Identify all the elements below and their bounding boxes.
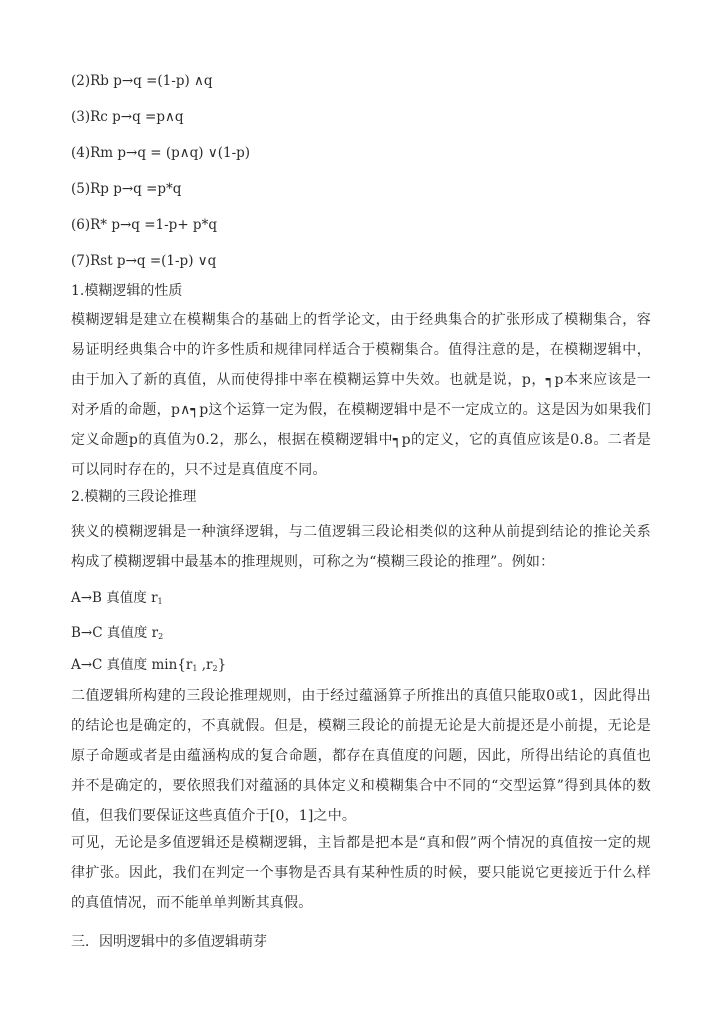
syllogism-line-bc-subscript: 2 bbox=[158, 632, 164, 641]
paragraph-conclusion: 可见，无论是多值逻辑还是模糊逻辑，主旨都是把本是“真和假”两个情况的真值按一定的规律扩张。因此，我们在判定一个事物是否具有某种性质的时候，要只能说它更接近于什么样的真值情况，而不能单单判断其真假。 bbox=[71, 835, 651, 911]
formula-rb: (2)Rb p→q =(1-p) ∧q bbox=[71, 73, 213, 89]
syllogism-line-bc bbox=[71, 624, 163, 646]
formula-rp: (5)Rp p→q =p*q bbox=[71, 181, 182, 197]
formula-rc: (3)Rc p→q =p∧q bbox=[71, 109, 184, 125]
syllogism-line-bc-text: B→C 真值度 r bbox=[71, 625, 159, 641]
section-heading-fuzzy-syllogism: 2.模糊的三段论推理 bbox=[71, 489, 197, 505]
paragraph-fuzzy-syllogism-intro: 狭义的模糊逻辑是一种演绎逻辑，与二值逻辑三段论相类似的这种从前提到结论的推论关系构成了模糊逻辑中最基本的推理规则，可称之为“模糊三段论的推理”。例如： bbox=[71, 524, 651, 570]
syllogism-line-ab-text: A→B 真值度 r bbox=[71, 590, 158, 606]
syllogism-line-ac-subscript-1: 1 bbox=[192, 664, 198, 673]
syllogism-line-ab bbox=[71, 589, 163, 611]
section-heading-hetuvidya: 三．因明逻辑中的多值逻辑萌芽 bbox=[71, 934, 267, 950]
syllogism-line-ac-separator: ,r bbox=[197, 657, 213, 673]
syllogism-line-ac bbox=[71, 656, 226, 678]
syllogism-line-ac-subscript-2: 2 bbox=[212, 664, 218, 673]
syllogism-line-ac-close: } bbox=[217, 657, 227, 673]
paragraph-fuzzy-logic-properties: 模糊逻辑是建立在模糊集合的基础上的哲学论文，由于经典集合的扩张形成了模糊集合，容易证明经典集合中的许多性质和规律同样适合于模糊集合。值得注意的是，在模糊逻辑中，由于加入了新的真值，从而使得排中率在模糊运算中失效。也就是说，p，┑p本来应该是一对矛盾的命题，p∧┑p这个运算一定为假，在模糊逻辑中是不一定成立的。这是因为如果我们定义命题p的真值为0.2，那么，根据在模糊逻辑中┑p的定义，它的真值应该是0.8。二者是可以同时存在的，只不过是真值度不同。 bbox=[71, 312, 651, 478]
syllogism-line-ab-subscript: 1 bbox=[157, 597, 163, 606]
paragraph-binary-syllogism: 二值逻辑所构建的三段论推理规则，由于经过蕴涵算子所推出的真值只能取0或1，因此得出的结论也是确定的，不真就假。但是，模糊三段论的前提无论是大前提还是小前提，无论是原子命题或者是由蕴涵构成的复合命题，都存在真值度的问题，因此，所得出结论的真值也并不是确定的，要依照我们对蕴涵的具体定义和模糊集合中不同的“交型运算”得到具体的数值，但我们要保证这些真值介于[0，1]之中。 bbox=[71, 688, 651, 824]
syllogism-line-ac-text: A→C 真值度 min{r bbox=[71, 657, 193, 673]
formula-rst: (7)Rst p→q =(1-p) ∨q bbox=[71, 253, 217, 269]
formula-rm: (4)Rm p→q = (p∧q) ∨(1-p) bbox=[71, 145, 251, 161]
formula-r-star: (6)R* p→q =1-p+ p*q bbox=[71, 217, 217, 233]
section-heading-fuzzy-logic-properties: 1.模糊逻辑的性质 bbox=[71, 283, 183, 299]
